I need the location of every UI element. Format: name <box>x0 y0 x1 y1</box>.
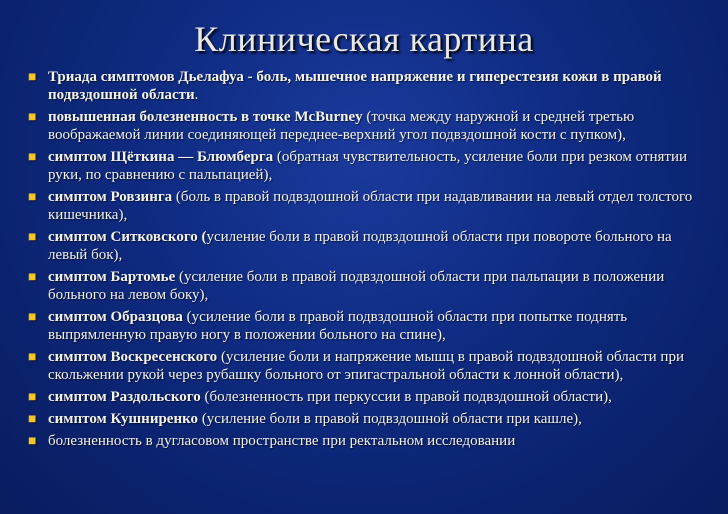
symptom-name: симптом Образцова <box>48 309 183 325</box>
list-item <box>28 432 708 450</box>
list-item <box>28 268 708 304</box>
symptom-description: (болезненность при перкуссии в правой подвздошной области), <box>200 389 612 405</box>
symptom-name: симптом Воскресенского <box>48 349 218 365</box>
symptom-description: (усиление боли в правой подвздошной области при кашле), <box>198 411 582 427</box>
list-item <box>28 228 708 264</box>
list-item <box>28 388 708 406</box>
bullet-icon: ■ <box>28 434 37 449</box>
symptom-name: симптом Ситковского ( <box>48 229 207 245</box>
symptom-list <box>28 68 708 454</box>
symptom-description: (боль в правой подвздошной области при надавливании на левый отдел толстого кишечника), <box>48 189 693 223</box>
symptom-name: симптом Бартомье <box>48 269 176 285</box>
list-item <box>28 108 708 144</box>
symptom-description: . <box>194 87 199 103</box>
symptom-description: усиление боли в правой подвздошной области при повороте больного на левый бок), <box>48 229 672 263</box>
slide-title: Клиническая картина <box>194 19 534 59</box>
bullet-icon: ■ <box>28 412 37 427</box>
bullet-icon: ■ <box>28 390 37 405</box>
symptom-description: (усиление боли в правой подвздошной области при пальпации в положении больного на левом боку), <box>48 269 665 303</box>
bullet-icon: ■ <box>28 110 37 125</box>
bullet-icon: ■ <box>28 270 37 285</box>
bullet-icon: ■ <box>28 190 37 205</box>
bullet-icon: ■ <box>28 310 37 325</box>
list-item <box>28 148 708 184</box>
symptom-name: повышенная болезненность в точке McBurney <box>48 109 363 125</box>
symptom-description: (точка между наружной и средней третью воображаемой линии соединяющей переднее-верхний угол подвздошной кости с пупком), <box>48 109 635 143</box>
bullet-icon: ■ <box>28 70 37 85</box>
list-item <box>28 188 708 224</box>
list-item <box>28 410 708 428</box>
symptom-name: симптом Щёткина — Блюмберга <box>48 149 274 165</box>
symptom-description: (усиление боли в правой подвздошной области при попытке поднять выпрямленную правую ногу в положении больного на спине), <box>48 309 628 343</box>
list-item <box>28 68 708 104</box>
bullet-icon: ■ <box>28 230 37 245</box>
bullet-icon: ■ <box>28 150 37 165</box>
symptom-name: симптом Раздольского <box>48 389 201 405</box>
symptom-name: симптом Ровзинга <box>48 189 173 205</box>
symptom-description: болезненность в дугласовом пространстве при ректальном исследовании <box>48 433 516 449</box>
symptom-name: Триада симптомов Дьелафуа - боль, мышечное напряжение и гиперестезия кожи в правой подвздошной области <box>48 69 662 103</box>
symptom-description: (обратная чувствительность, усиление боли при резком отнятии руки, по сравнению с пальпацией), <box>48 149 687 183</box>
list-item <box>28 308 708 344</box>
bullet-icon: ■ <box>28 350 37 365</box>
symptom-name: симптом Кушниренко <box>48 411 199 427</box>
list-item <box>28 348 708 384</box>
symptom-description: (усиление боли и напряжение мышц в правой подвздошной области при скольжении рукой через рубашку больного от эпигастральной области к лонной области), <box>48 349 684 383</box>
